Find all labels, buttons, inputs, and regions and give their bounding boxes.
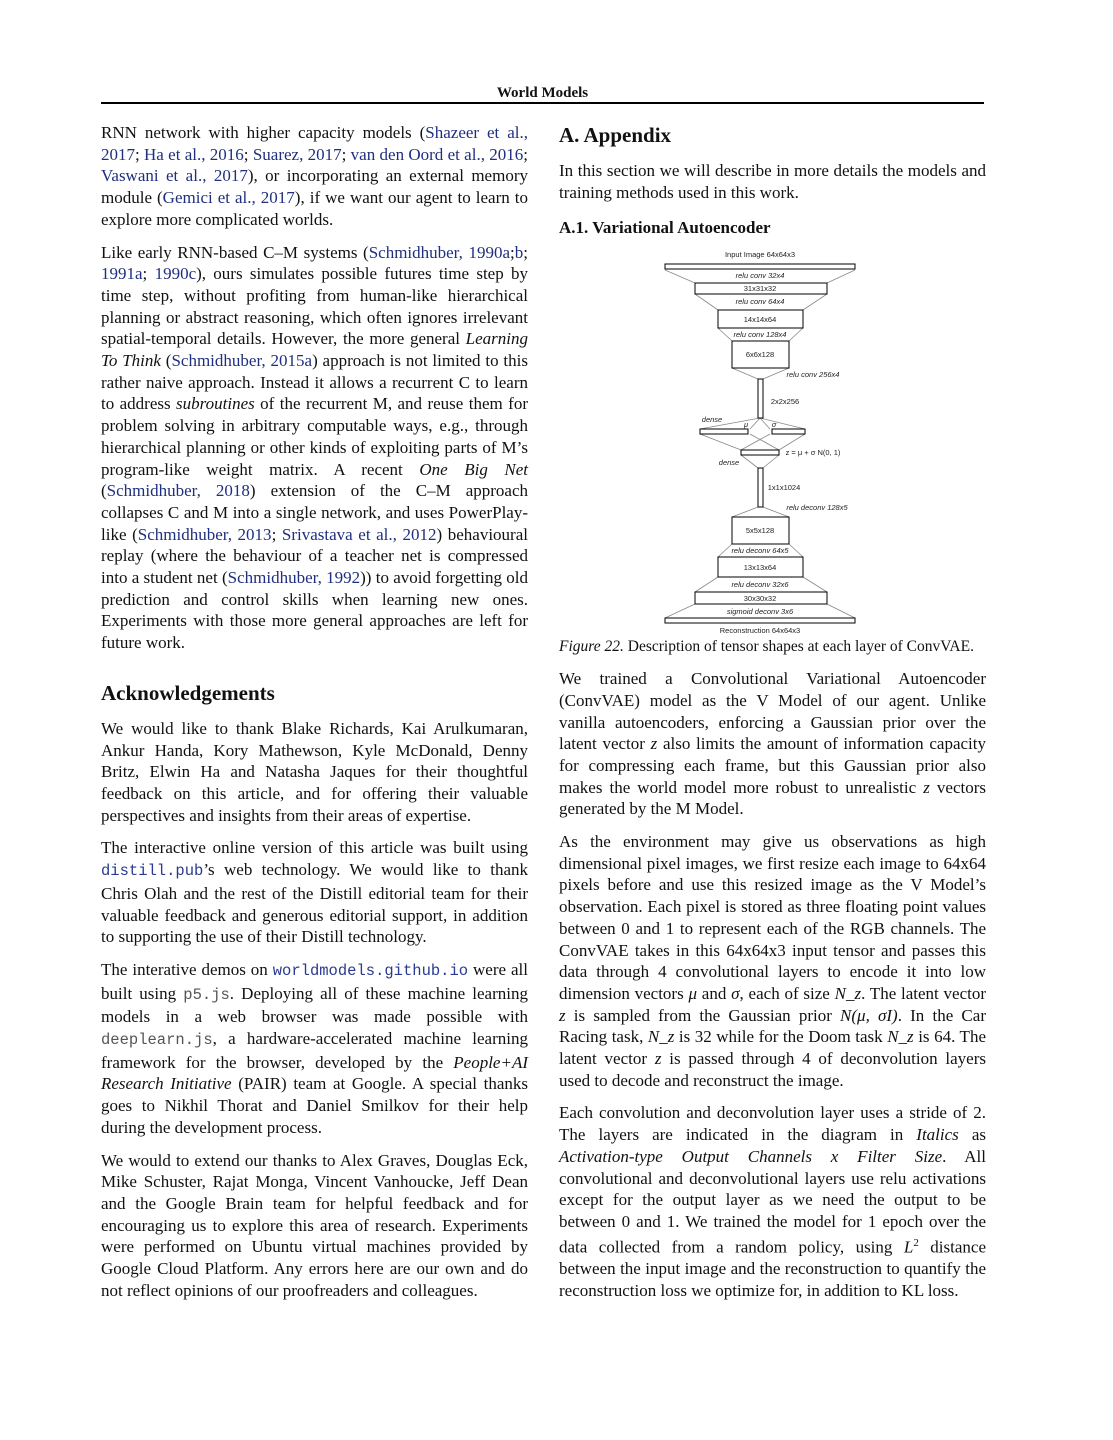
- paragraph-convvae-details: [559, 831, 986, 1091]
- paragraph-ack-google: We would to extend our thanks to Alex Graves, Douglas Eck, Mike Schuster, Rajat Monga, Vincent Vanhoucke, Jeff Dean and the Google Brain team for helpful feedback and for encouraging us to explore this area of research. Experiments were performed on Ubuntu virtual machines provided by Google Cloud Platform. Any errors here are our own and do not reflect opinions of our proofreaders and colleagues.: [101, 1150, 528, 1300]
- convvae-figure: [559, 245, 986, 656]
- text: ) extension of the C–M approach collapses C and M into a single network, and uses PowerPlay-like (: [101, 481, 528, 544]
- math-L: L: [903, 1237, 914, 1257]
- text: . All convolutional and deconvolutional layers use relu activations except for the output layer as we need the output to be between 0 and 1. We trained the model for 1 epoch over the data collected from a random policy, using: [559, 1146, 986, 1257]
- citation-link[interactable]: Gemici et al., 2017: [162, 188, 295, 208]
- text: RNN network with higher capacity models (: [101, 123, 426, 142]
- acknowledgements-heading: Acknowledgements: [101, 680, 275, 705]
- text: of the recurrent M, and reuse them for problem solving in arbitrary computable ways, e.g., through hierarchical planning or other kinds of exploiting parts of M’s program-like weight matrix. A recent: [101, 394, 528, 479]
- math-sigma: σ: [731, 983, 740, 1003]
- text: is 32 while for the Doom task: [674, 1027, 888, 1047]
- code-deeplearnjs: deeplearn.js: [101, 1031, 213, 1050]
- paragraph-ack-thanks: We would like to thank Blake Richards, Kai Arulkumaran, Ankur Handa, Kory Mathewson, Kyle McDonald, Denny Britz, Elwin Ha and Natasha Jaques for their thoughtful feedback on this article, and for offering their valuable perspectives and insights from their areas of expertise.: [101, 718, 528, 825]
- appendix-intro: In this section we will describe in more details the models and training methods used in this work.: [559, 161, 986, 202]
- italic-term: People+AI Research Initiative: [101, 1052, 528, 1094]
- text: vectors generated by the M Model.: [559, 777, 987, 819]
- header-rule: [101, 102, 984, 104]
- text: were all built using: [101, 959, 528, 1003]
- citation-link[interactable]: Schmidhuber, 1990a: [368, 242, 511, 262]
- sigma-label: σ: [771, 420, 777, 430]
- appendix-heading: A. Appendix: [559, 123, 672, 147]
- text: The interactive online version of this article was built using: [101, 838, 528, 858]
- text: is passed through 4 of deconvolution layers used to decode and reconstruct the image.: [559, 1049, 986, 1090]
- tensor-31x31x32: 31x31x32: [743, 284, 777, 294]
- text: ;: [341, 144, 351, 164]
- text: ;: [510, 242, 515, 262]
- conv1-label: relu conv 32x4: [735, 271, 785, 281]
- text: distance between the input image and the reconstruction to quantify the reconstruction loss we optimize for, in addition to KL loss.: [559, 1237, 986, 1300]
- citation-link[interactable]: Schmidhuber, 2015a: [171, 351, 313, 371]
- deconv4-label: sigmoid deconv 3x6: [726, 607, 794, 617]
- text: ), ours simulates possible futures time step by time step, without profiting from human-like hierarchical planning or abstract reasoning, which often ignores irrelevant spatial-temporal details. However, the more general: [101, 264, 528, 349]
- figure-caption: [559, 637, 992, 656]
- text: ) approach is not limited to this rather naive approach. Instead it allows a recurrent C to learn to address: [101, 351, 528, 414]
- math-nz: N_z: [887, 1027, 914, 1047]
- deconv2-label: relu deconv 64x5: [731, 546, 789, 556]
- citation-link[interactable]: Schmidhuber, 2018: [106, 481, 250, 501]
- citation-link[interactable]: Schmidhuber, 1992: [227, 568, 361, 588]
- text: . In the Car Racing task,: [559, 1005, 986, 1047]
- conv3-label: relu conv 128x4: [733, 330, 787, 340]
- math-nz: N_z: [834, 983, 862, 1003]
- text: , each of size: [739, 983, 835, 1003]
- figure-number: Figure 22.: [559, 638, 624, 656]
- text: , a hardware-accelerated machine learning framework for the browser, developed by the: [101, 1029, 528, 1072]
- text: ;: [523, 144, 528, 164]
- running-title: World Models: [496, 85, 589, 101]
- italic-term: Learning To Think: [101, 329, 528, 371]
- italic-term: Italics: [916, 1125, 959, 1145]
- text: ’s web technology. We would like to thank Chris Olah and the rest of the Distill editorial team for their valuable feedback and generous editorial support, in addition to supporting the use of their Distill technology.: [101, 860, 528, 947]
- tensor-6x6x128: 6x6x128: [745, 350, 775, 360]
- citation-link[interactable]: 1991a: [101, 264, 143, 284]
- convvae-diagram: [559, 245, 986, 633]
- text: ), if we want our agent to learn to explore more complicated worlds.: [101, 188, 528, 229]
- text: Each convolution and deconvolution layer uses a stride of 2. The layers are indicated in the diagram in: [559, 1103, 986, 1145]
- tensor-13x13x64: 13x13x64: [743, 563, 777, 573]
- output-label: Reconstruction 64x64x3: [719, 626, 801, 634]
- text: also limits the amount of information capacity for compressing each frame, but this Gaussian prior also makes the world model more robust to unrealistic: [559, 734, 986, 797]
- tensor-30x30x32: 30x30x32: [743, 594, 777, 604]
- text: is 64. The latent vector: [559, 1027, 986, 1069]
- citation-link[interactable]: 1990c: [154, 264, 197, 284]
- math-z: z: [654, 1049, 662, 1069]
- left-column: [101, 122, 528, 1312]
- italic-term: subroutines: [176, 394, 255, 414]
- dense2-label: dense: [718, 458, 740, 468]
- paragraph-ack-distill: [101, 837, 528, 948]
- text: ;: [523, 242, 528, 262]
- text: ), or incorporating an external memory module (: [101, 166, 528, 208]
- italic-term: One Big Net: [419, 459, 528, 479]
- math-z: z: [559, 1005, 566, 1025]
- text: We trained a Convolutional Variational Autoencoder (ConvVAE) model as the V Model of our agent. Unlike vanilla autoencoders, enforcing a Gaussian prior over the latent vector: [559, 669, 986, 754]
- deconv3-label: relu deconv 32x6: [731, 580, 789, 590]
- tensor-1x1x1024: 1x1x1024: [767, 483, 801, 493]
- citation-link[interactable]: Shazeer et al., 2017: [101, 123, 528, 164]
- input-label: Input Image 64x64x3: [724, 250, 796, 260]
- text: ;: [142, 264, 155, 284]
- tensor-5x5x128: 5x5x128: [745, 526, 775, 536]
- text: is sampled from the Gaussian prior: [565, 1005, 841, 1025]
- vae-subheading: A.1. Variational Autoencoder: [559, 218, 771, 238]
- tensor-2x2x256: 2x2x256: [770, 397, 800, 407]
- math-gaussian: N(μ, σI): [840, 1005, 898, 1025]
- deconv1-label: relu deconv 128x5: [786, 503, 848, 513]
- paragraph-ack-demos: [101, 959, 528, 1139]
- citation-link[interactable]: Schmidhuber, 2013: [137, 524, 272, 544]
- conv4-label: relu conv 256x4: [786, 370, 840, 380]
- conv2-label: relu conv 64x4: [735, 297, 785, 307]
- math-z: z: [923, 777, 930, 797]
- paragraph-layers: [559, 1102, 986, 1301]
- text: (PAIR) team at Google. A special thanks goes to Nikhil Thorat and Daniel Smilkov for their help during the development process.: [101, 1074, 528, 1137]
- caption-text: Description of tensor shapes at each layer of ConvVAE.: [623, 638, 974, 656]
- text: Like early RNN-based C–M systems (: [101, 242, 369, 262]
- citation-link[interactable]: van den Oord et al., 2016: [350, 144, 524, 164]
- mu-label: μ: [743, 420, 749, 430]
- citation-link[interactable]: b: [514, 242, 524, 262]
- right-column: [559, 122, 986, 1312]
- citation-link[interactable]: Vaswani et al., 2017: [101, 166, 248, 186]
- dense1-label: dense: [701, 415, 723, 425]
- paragraph-cm-systems: [101, 242, 528, 654]
- text: ) behavioural replay (where the behaviour of a teacher net is compressed into a student net (: [101, 524, 528, 588]
- italic-term: Activation-type Output Channels x Filter Size: [559, 1146, 943, 1166]
- z-sampling-label: z = μ + σ N(0, 1): [785, 448, 841, 458]
- citation-link[interactable]: Suarez, 2017: [252, 144, 342, 164]
- text: As the environment may give us observations as high dimensional pixel images, we first resize each image to 64x64 pixels before and use this resized image as the V Model’s observation. Each pixel is stored as three floating point values between 0 and 1 to represent each of the RGB channels. The ConvVAE takes in this 64x64x3 input tensor and passes this data through 4 convolutional layers to encode it into low dimension vectors: [559, 832, 986, 1003]
- math-mu: μ: [688, 983, 698, 1003]
- text: and: [697, 983, 732, 1003]
- text: (: [160, 351, 172, 371]
- text: ;: [243, 144, 253, 164]
- tensor-14x14x64: 14x14x64: [743, 315, 777, 325]
- text: The interative demos on: [101, 959, 273, 979]
- text: ;: [271, 524, 282, 544]
- text: ;: [135, 144, 145, 164]
- code-p5js: p5.js: [183, 985, 230, 1004]
- math-superscript: 2: [913, 1236, 919, 1249]
- text: . Deploying all of these machine learning models in a web browser was made possible with: [101, 983, 528, 1027]
- citation-link[interactable]: Ha et al., 2016: [144, 144, 244, 164]
- text: as: [958, 1125, 986, 1145]
- text: )) to avoid forgetting old prediction and control skills when learning new ones. Experiments with those more general approaches are left for future work.: [101, 568, 528, 653]
- paragraph-convvae-intro: [559, 668, 986, 820]
- text: . The latent vector: [861, 983, 987, 1003]
- worldmodels-link[interactable]: worldmodels.github.io: [272, 961, 469, 980]
- citation-link[interactable]: Srivastava et al., 2012: [281, 524, 437, 544]
- math-nz: N_z: [647, 1027, 675, 1047]
- text: (: [101, 481, 107, 501]
- distill-link[interactable]: distill.pub: [101, 862, 204, 881]
- math-z: z: [650, 734, 658, 754]
- paragraph-rnn-capacity: [101, 122, 528, 231]
